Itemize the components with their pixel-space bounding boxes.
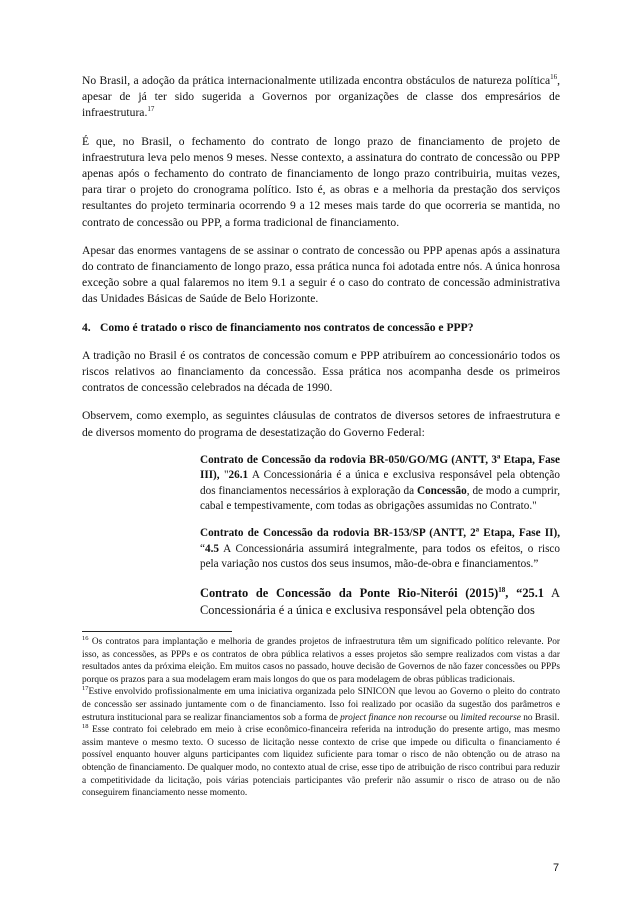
footnote-18: $^{18}$ Esse contrato foi celebrado em meio à crise econômico-financeira referida na introdução do presente artigo, mas mesmo assim manteve o mesmo texto. O sucesso de licitação nesse contexto de crise que impede ou dificulta o financiamento é possível enquanto houver alguns participantes com liquidez suficiente para tomar o risco de não obtenção ou de atraso na obtenção de financiamento. De qualquer modo, no contexto atual de crise, esse tipo de atribuição de risco contribui para reduzir a competitividade da licitação, pois várias potenciais participantes vão preferir não assumir o risco de atraso ou de não conseguirem financiamento nesse momento. <box>82 723 560 799</box>
section-number: 4. <box>82 320 91 334</box>
quote-br050: Contrato de Concessão da rodovia BR-050/GO/MG (ANTT, 3ª Etapa, Fase III), "26.1 A Concessionária é a única e exclusiva responsável pela obtenção dos financiamentos necessários à exploração da Concessão, de modo a cumprir, cabal e tempestivamente, com todas as obrigações assumidas no Contrato." <box>200 453 560 513</box>
paragraph-brazil-tradition: A tradição no Brasil é os contratos de concessão comum e PPP atribuírem ao concessionário todos os riscos relativos ao financiamento da concessão. Essa prática nos acompanha desde os primeiros contratos de concessão celebrados na década de 1990. <box>82 348 560 395</box>
paragraph-political-obstacles: No Brasil, a adoção da prática internacionalmente utilizada encontra obstáculos de natureza política$^{16}$, apesar de já ter sido sugerida a Governos por organizações de classe dos empresários de infraestrutura.$^{17}$ <box>82 73 560 120</box>
footnote-ref-16[interactable]: 16 <box>550 73 558 82</box>
paragraph-financing-timeline: É que, no Brasil, o fechamento do contrato de longo prazo de financiamento de projeto de infraestrutura leva pelo menos 9 meses. Nesse contexto, a assinatura do contrato de concessão ou PPP apenas após o fechamento do contrato de financiamento de longo prazo contribuiria, muitas vezes, para tirar o projeto do cronograma político. Isto é, as obras e a melhoria da prestação dos serviços resultantes do projeto terminaria ocorrendo 9 a 12 meses mais tarde do que ocorreria se mantida, no contrato de concessão ou PPP, a forma tradicional de financiamento. <box>82 134 560 229</box>
section-heading-4 <box>82 320 560 336</box>
quote-title: Contrato de Concessão da Ponte Rio-Niterói (2015) <box>200 585 499 600</box>
footnote-separator <box>82 631 232 632</box>
footnote-ref-18[interactable]: 18 <box>498 585 506 594</box>
paragraph-examples-intro: Observem, como exemplo, as seguintes cláusulas de contratos de diversos setores de infraestrutura e de diversos momento do programa de desestatização do Governo Federal: <box>82 409 560 439</box>
clause-number: 4.5 <box>204 542 219 555</box>
section-title: Como é tratado o risco de financiamento nos contratos de concessão e PPP? <box>100 320 474 334</box>
clause-number: 25.1 <box>522 585 544 600</box>
footnote-16: $^{16}$ Os contratos para implantação e melhoria de grandes projetos de infraestrutura têm um significado político relevante. Por isso, as concessões, as PPPs e os contratos de obra pública relativos a esses projetos são sempre realizados com vistas a dar resultados antes da próxima eleição. Em muitos casos no passado, houve decisão de Governos de não fazer concessões ou PPPs porque os prazos para a sua modelagem eram mais longos do que os para modelagem de obras públicas tradicionais. <box>82 634 560 685</box>
quote-ponte-rio-niteroi: Contrato de Concessão da Ponte Rio-Niterói $(2015)^{18}$, “25.1 A Concessionária é a única e exclusiva responsável pela obtenção dos <box>200 585 560 617</box>
clause-number: 26.1 <box>228 469 249 482</box>
footnote-ref-17[interactable]: 17 <box>147 105 155 114</box>
paragraph-honorable-exception: Apesar das enormes vantagens de se assinar o contrato de concessão ou PPP apenas após a assinatura do contrato de financiamento de longo prazo, essa prática nunca foi adotada entre nós. A única honrosa exceção sobre a qual falaremos no item 9.1 a seguir é o caso do contrato de concessão administrativa das Unidades Básicas de Saúde de Belo Horizonte. <box>82 243 560 306</box>
footnote-17: $^{17}$Estive envolvido profissionalmente em uma iniciativa organizada pelo SINICON que levou ao Governo o pleito do contrato de concessão ser assinado juntamente com o de financiamento. Isso foi realizado por ocasião da sugestão dos parâmetros e estrutura institucional para se realizar financiamentos sob a forma de project finance non recourse ou limited recourse no Brasil. <box>82 685 560 723</box>
quote-title: Contrato de Concessão da rodovia BR-153/SP (ANTT, 2ª Etapa, Fase II), <box>200 527 560 540</box>
quote-br153: Contrato de Concessão da rodovia BR-153/SP (ANTT, 2ª Etapa, Fase II), “4.5 A Concessionária assumirá integralmente, para todos os efeitos, o risco pela variação nos custos dos seus insumos, mão-de-obra e financiamentos.” <box>200 527 560 571</box>
body-text <box>82 73 560 619</box>
quote-title: Contrato de Concessão da rodovia BR-050/GO/MG (ANTT, 3ª Etapa, Fase III), <box>200 453 560 482</box>
page-number: 7 <box>553 862 560 874</box>
footnotes <box>82 636 560 800</box>
